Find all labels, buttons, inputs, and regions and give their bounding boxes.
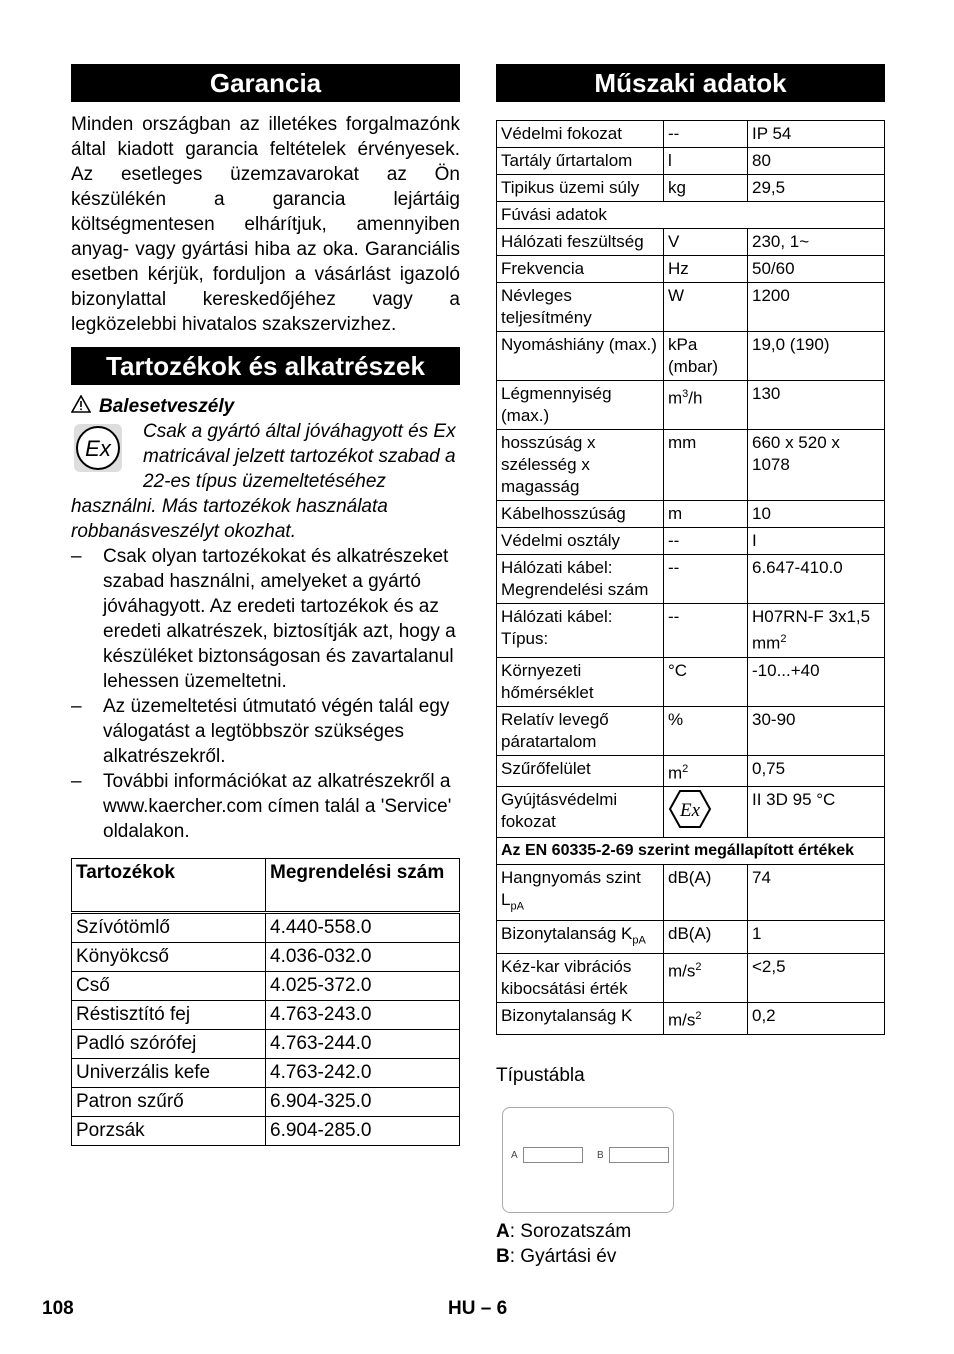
right-column xyxy=(496,64,885,1269)
left-column xyxy=(71,64,460,1146)
warning-text: Csak a gyártó által jóváhagyott és Ex matricával jelzett tartozékot szabad a 22-es típus üzemeltetéséhez használni. Más tartozékok használata robbanásveszélyt okozhat. xyxy=(71,421,456,542)
column-header-accessory: Tartozékok xyxy=(72,859,266,913)
plate-label-b: B xyxy=(597,1149,604,1161)
table-row: Légmennyiség (max.) $m^3/h$ 130 xyxy=(497,381,885,430)
technical-data-table xyxy=(496,120,885,1035)
table-row: Gyújtásvédelmi fokozat Ex II 3D 95 °C xyxy=(497,787,885,838)
tartozekok-heading: Tartozékok és alkatrészek xyxy=(71,347,460,385)
table-row: Patron szűrő 6.904-325.0 xyxy=(72,1088,460,1117)
warning-heading xyxy=(71,395,460,419)
plate-legend xyxy=(496,1219,885,1269)
table-row xyxy=(497,202,885,229)
table-row: Padló szórófej 4.763-244.0 xyxy=(72,1030,460,1059)
ex-marking-icon xyxy=(73,423,123,473)
table-row: Hálózati kábel: Megrendelési szám -- 6.647-410.0 xyxy=(497,555,885,604)
warning-title: Balesetveszély xyxy=(99,396,235,417)
table-row: Bizonytalanság $K_{pA}$ dB(A) 1 xyxy=(497,920,885,953)
plate-field-b xyxy=(609,1147,669,1163)
table-row: Hálózati feszültség V 230, 1~ xyxy=(497,229,885,256)
table-row: Kéz-kar vibrációs kibocsátási érték $m/s^2$ <2,5 xyxy=(497,954,885,1003)
table-row: Relatív levegő páratartalom % 30-90 xyxy=(497,706,885,755)
svg-text:Ex: Ex xyxy=(85,436,111,461)
table-row: Könyökcső 4.036-032.0 xyxy=(72,943,460,972)
garancia-heading: Garancia xyxy=(71,64,460,102)
table-row: Bizonytalanság K $m/s^2$ 0,2 xyxy=(497,1003,885,1035)
table-row: Tipikus üzemi súly kg 29,5 xyxy=(497,175,885,202)
warning-triangle-icon xyxy=(71,395,91,419)
accessories-table xyxy=(71,858,460,1146)
garancia-text: Minden országban az illetékes forgalmazónk által kiadott garancia feltételek érvényesek. Az esetleges üzemzavarokat az Ön készülékén a garancia lejártáig költségmentesen elhárítjuk, amennyiben anyag- vagy gyártási hiba az oka. Garanciális esetben kérjük, forduljon a vásárlást igazoló bizonylattal kereskedőjéhez vagy a legközelebbi hivatalos szakszervizhez. xyxy=(71,114,460,335)
table-row: Védelmi osztály -- I xyxy=(497,528,885,555)
plate-field-a xyxy=(523,1147,583,1163)
table-row: Nyomáshiány (max.) kPa (mbar) 19,0 (190) xyxy=(497,332,885,381)
table-row: Hangnyomás szint $L_{pA}$ dB(A) 74 xyxy=(497,865,885,920)
table-header-row xyxy=(72,859,460,913)
table-row: Szűrőfelület $m^2$ 0,75 xyxy=(497,755,885,787)
table-row: Védelmi fokozat -- IP 54 xyxy=(497,121,885,148)
svg-text:Ex: Ex xyxy=(679,800,701,822)
table-row: Névleges teljesítmény W 1200 xyxy=(497,283,885,332)
table-row: Kábelhosszúság m 10 xyxy=(497,501,885,528)
table-row: Réstisztító fej 4.763-243.0 xyxy=(72,1001,460,1030)
table-row: Szívótömlő 4.440-558.0 xyxy=(72,913,460,943)
table-row: hosszúság x szélesség x magasság mm 660 x 520 x 1078 xyxy=(497,430,885,501)
table-row: Tartály űrtartalom l 80 xyxy=(497,148,885,175)
section-marker: HU – 6 xyxy=(448,1298,508,1319)
section-row: Az EN 60335-2-69 szerint megállapított értékek xyxy=(497,838,885,865)
column-header-order-number: Megrendelési szám xyxy=(266,859,460,913)
list-item: – Csak olyan tartozékokat és alkatrészeket szabad használni, amelyeket a gyártó jóváhagyott. Az eredeti tartozékok és az eredeti alkatrészek, biztosítják azt, hogy a készüléket biztonságosan és zavartalanul lehessen üzemeltetni. xyxy=(71,546,456,692)
table-row: Cső 4.025-372.0 xyxy=(72,972,460,1001)
list-item: – Az üzemeltetési útmutató végén talál egy válogatást a legtöbbször szükséges alkatrészekről. xyxy=(71,696,450,767)
muszaki-heading: Műszaki adatok xyxy=(496,64,885,102)
table-row: Porzsák 6.904-285.0 xyxy=(72,1117,460,1146)
table-row: Hálózati kábel: Típus: -- H07RN-F 3x1,5 $mm^2$ xyxy=(497,604,885,658)
page-number: 108 xyxy=(42,1298,74,1319)
section-row: Fúvási adatok xyxy=(497,202,885,229)
plate-label-a: A xyxy=(511,1149,518,1161)
warning-body xyxy=(71,419,460,544)
legend-item-a: A: Sorozatszám xyxy=(496,1220,632,1242)
table-row xyxy=(497,838,885,865)
type-plate-label: Típustábla xyxy=(496,1064,585,1086)
list-item: – További információkat az alkatrészekről a www.kaercher.com címen talál a 'Service' oldalakon. xyxy=(71,771,452,842)
legend-item-b: B: Gyártási év xyxy=(496,1245,617,1267)
table-row: Frekvencia Hz 50/60 xyxy=(497,256,885,283)
table-row: Környezeti hőmérséklet °C -10...+40 xyxy=(497,657,885,706)
ex-hexagon-icon xyxy=(668,800,712,833)
table-row: Univerzális kefe 4.763-242.0 xyxy=(72,1059,460,1088)
type-plate-illustration xyxy=(502,1107,674,1213)
accessory-notes-list xyxy=(71,544,460,844)
